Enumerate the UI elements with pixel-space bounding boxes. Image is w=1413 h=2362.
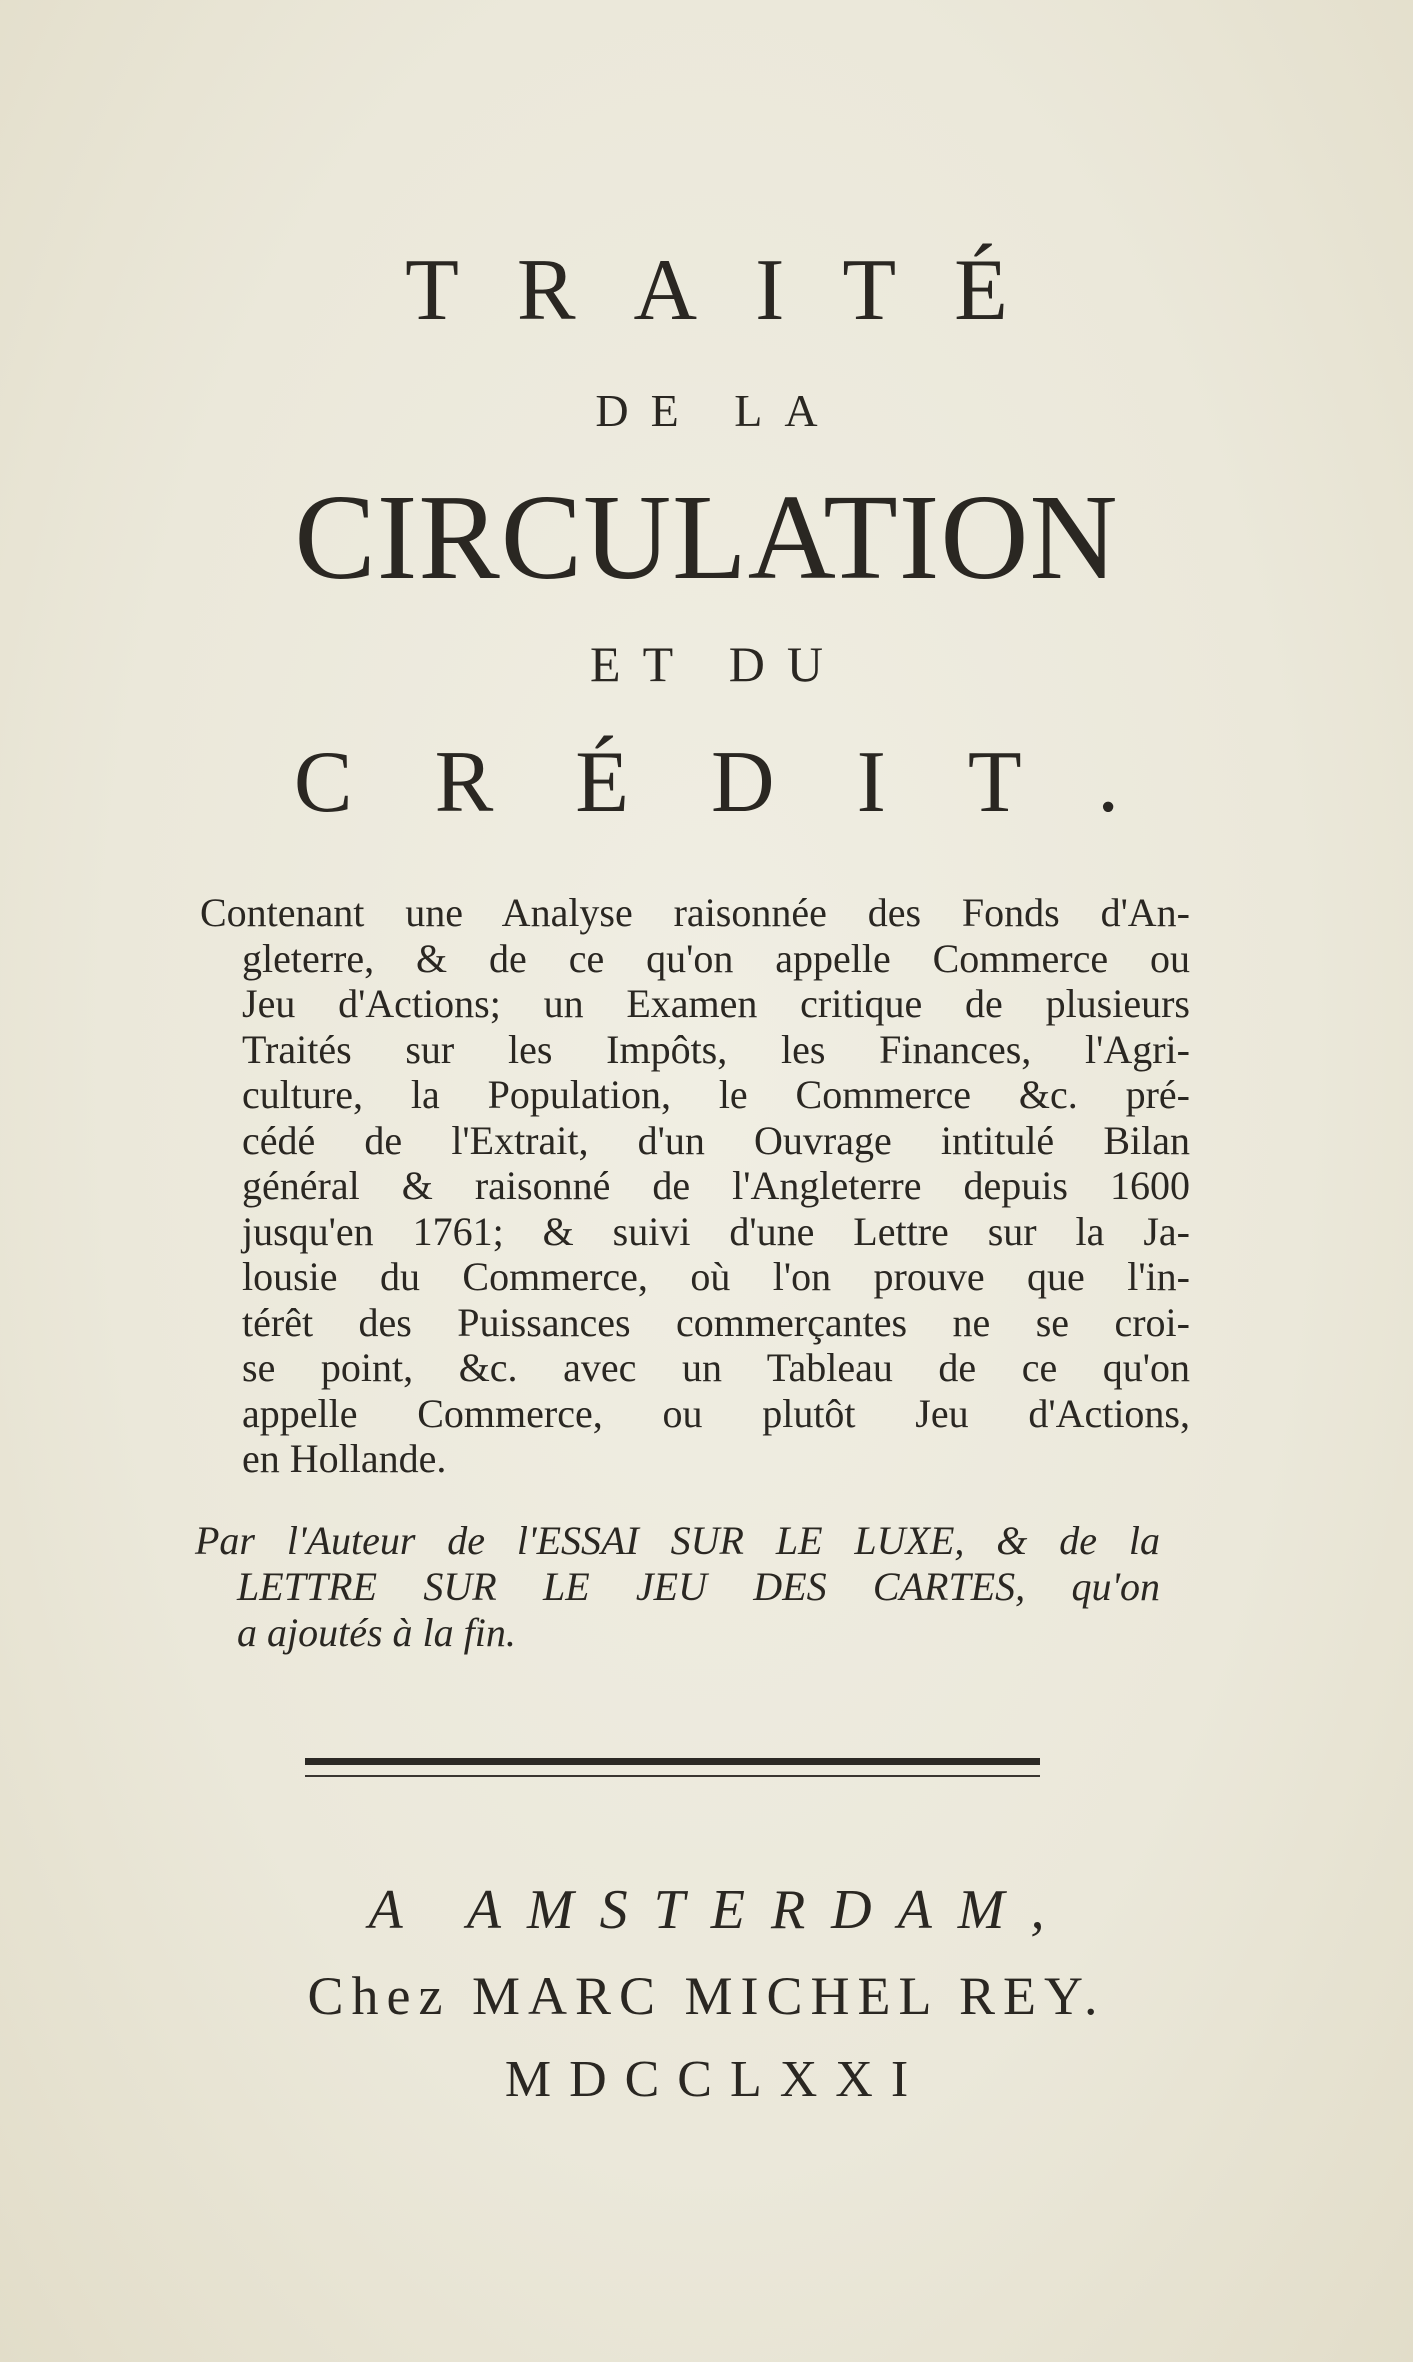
description-line: culture, la Population, le Commerce &c. pré-	[242, 1072, 1190, 1117]
description-line: térêt des Puissances commerçantes ne se croi-	[242, 1299, 1190, 1345]
divider-rule-thin	[305, 1775, 1040, 1777]
description-line: en Hollande.	[242, 1436, 447, 1481]
description-line: général & raisonné de l'Angleterre depuis 1600	[242, 1163, 1190, 1208]
author-attribution	[195, 1518, 1160, 1656]
title-line-traite: TRAITÉ	[405, 242, 1066, 339]
author-line: Par l'Auteur de l'ESSAI SUR LE LUXE, & de la	[195, 1518, 1160, 1563]
description-paragraph	[200, 890, 1190, 1482]
description-line: Jeu d'Actions; un Examen critique de plusieurs	[242, 981, 1190, 1026]
description-line: jusqu'en 1761; & suivi d'une Lettre sur la Ja-	[242, 1208, 1190, 1254]
title-line-credit: CRÉDIT.	[293, 734, 1202, 831]
description-line: appelle Commerce, ou plutôt Jeu d'Actions,	[242, 1390, 1190, 1436]
description-line: Traités sur les Impôts, les Finances, l'Agri-	[242, 1026, 1190, 1072]
imprint-place: A AMSTERDAM,	[368, 1879, 1071, 1941]
author-line: LETTRE SUR LE JEU DES CARTES, qu'on	[237, 1564, 1160, 1609]
imprint-publisher: Chez MARC MICHEL REY.	[307, 1966, 1106, 2026]
author-line: a ajoutés à la fin.	[237, 1610, 516, 1655]
title-line-et-du: ET DU	[590, 636, 845, 692]
title-line-de-la: DE LA	[595, 385, 840, 436]
description-line: se point, &c. avec un Tableau de ce qu'on	[242, 1345, 1190, 1390]
description-line: Contenant une Analyse raisonnée des Fonds d'An-	[200, 890, 1190, 935]
title-line-circulation: CIRCULATION	[294, 470, 1119, 605]
imprint-year: MDCCLXXI	[504, 2051, 927, 2108]
description-line: lousie du Commerce, où l'on prouve que l'in-	[242, 1254, 1190, 1299]
description-line: gleterre, & de ce qu'on appelle Commerce ou	[242, 935, 1190, 981]
description-line: cédé de l'Extrait, d'un Ouvrage intitulé Bilan	[242, 1117, 1190, 1163]
divider-rule-thick	[305, 1758, 1040, 1765]
